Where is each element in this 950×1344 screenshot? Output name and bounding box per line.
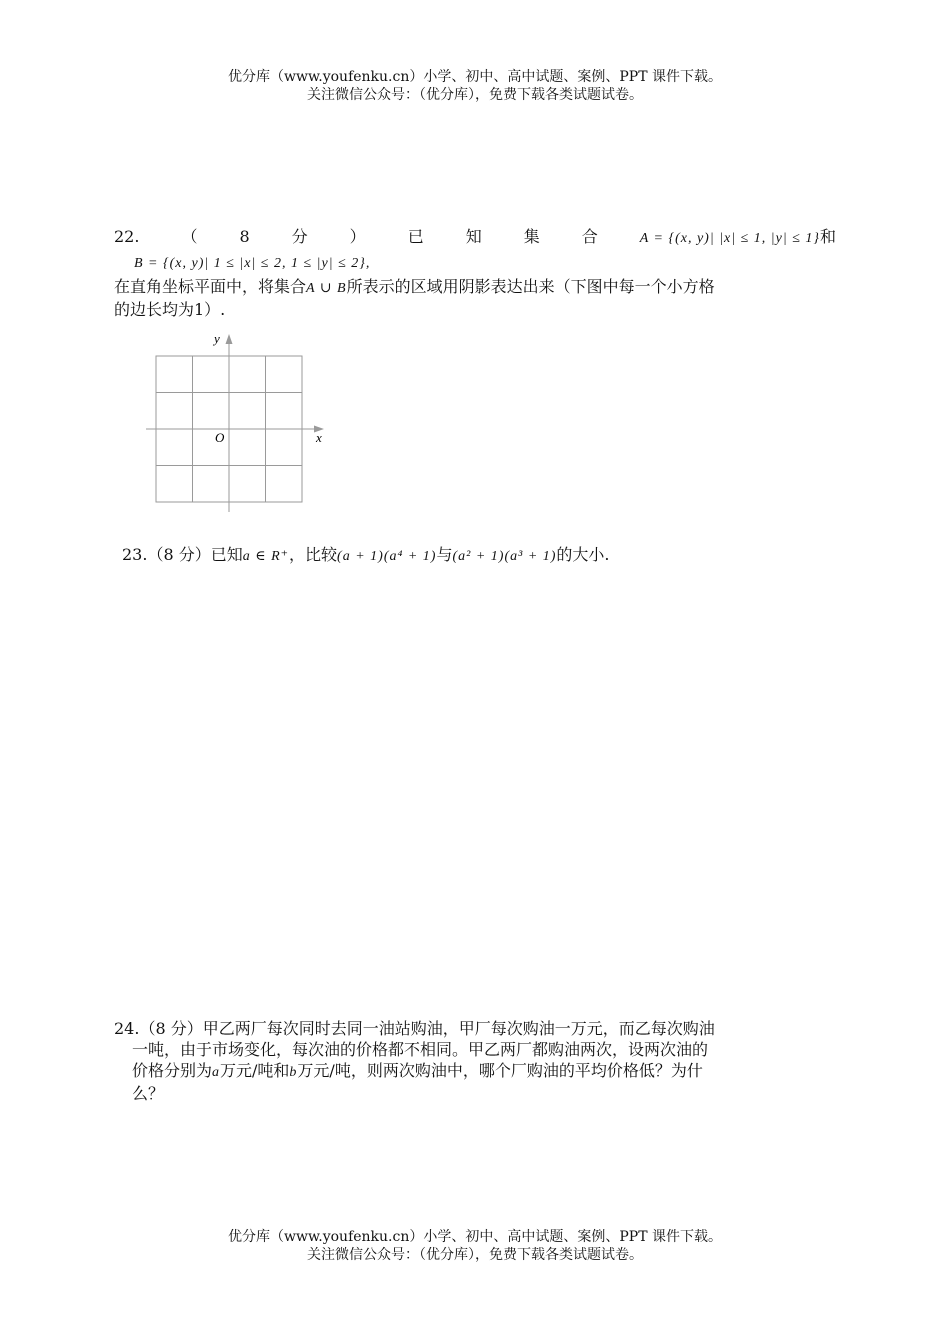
footer-line-2: 关注微信公众号：（优分库），免费下载各类试题试卷。 bbox=[307, 1247, 643, 1263]
q22-score: 8 bbox=[239, 227, 250, 246]
q24-line-2: 一吨，由于市场变化，每次油的价格都不相同。甲乙两厂都购油两次，设两次油的 bbox=[132, 1040, 709, 1059]
q22-line-1 bbox=[114, 226, 836, 249]
q23-prefix: 23.（8 分）已知 bbox=[122, 545, 243, 564]
q24-line-4: 么？ bbox=[132, 1084, 165, 1103]
q22-char-3: 集 bbox=[523, 227, 540, 246]
q22-number: 22. bbox=[114, 227, 140, 246]
q23-condition: a ∈ R⁺ bbox=[242, 549, 290, 564]
q22-union: A ∪ B bbox=[306, 281, 347, 296]
q24-line-3 bbox=[114, 1060, 839, 1083]
q22-char-2: 知 bbox=[465, 227, 482, 246]
q23-suffix: 的大小. bbox=[556, 545, 610, 564]
q23-expr-2: (a² + 1)(a³ + 1) bbox=[452, 549, 557, 564]
q23-mid-1: ，比较 bbox=[289, 545, 338, 564]
q22-char-4: 合 bbox=[581, 227, 598, 246]
q22-set-a: A = {(x, y)| |x| ≤ 1, |y| ≤ 1} bbox=[639, 231, 820, 246]
question-23 bbox=[122, 544, 822, 567]
q22-line-3 bbox=[114, 276, 836, 299]
y-axis-arrow bbox=[226, 334, 233, 344]
x-axis-label: x bbox=[316, 430, 322, 445]
q24-line-1: 24.（8 分）甲乙两厂每次同时去同一油站购油，甲厂每次购油一万元，而乙每次购油 bbox=[114, 1019, 715, 1038]
q22-line-4: 的边长均为1）. bbox=[114, 300, 226, 319]
y-axis-label: y bbox=[214, 331, 220, 346]
question-24 bbox=[114, 1018, 839, 1104]
page-footer bbox=[0, 1228, 950, 1264]
header-line-2: 关注微信公众号：（优分库），免费下载各类试题试卷。 bbox=[307, 87, 643, 103]
q22-paren-close: ） bbox=[349, 227, 366, 246]
q22-score-unit: 分 bbox=[291, 227, 308, 246]
q22-line-3-post: 所表示的区域用阴影表达出来（下图中每一个小方格 bbox=[346, 277, 715, 296]
q22-line-2 bbox=[114, 251, 836, 274]
q22-set-a-wrap bbox=[640, 226, 836, 249]
q24-var-b: b bbox=[289, 1065, 298, 1080]
page-header bbox=[0, 68, 950, 104]
q24-line-3-b: 万元/吨和 bbox=[220, 1061, 290, 1080]
header-line-1: 优分库（www.youfenku.cn）小学、初中、高中试题、案例、PPT 课件下载。 bbox=[227, 69, 722, 85]
q22-paren-open: （ bbox=[181, 227, 198, 246]
origin-label: O bbox=[215, 430, 225, 445]
q24-line-3-c: 万元/吨，则两次购油中，哪个厂购油的平均价格低？为什 bbox=[297, 1061, 703, 1080]
coordinate-grid-figure bbox=[140, 326, 340, 516]
q22-char-1: 已 bbox=[407, 227, 424, 246]
q22-and: 和 bbox=[819, 227, 836, 246]
footer-line-1: 优分库（www.youfenku.cn）小学、初中、高中试题、案例、PPT 课件下载。 bbox=[227, 1229, 722, 1245]
q24-var-a: a bbox=[212, 1065, 221, 1080]
q23-mid-2: 与 bbox=[436, 545, 453, 564]
q22-set-b: B = {(x, y)| 1 ≤ |x| ≤ 2, 1 ≤ |y| ≤ 2}, bbox=[134, 256, 371, 271]
question-22 bbox=[114, 226, 836, 320]
q23-expr-1: (a + 1)(a⁴ + 1) bbox=[337, 549, 437, 564]
q22-line-3-pre: 在直角坐标平面中，将集合 bbox=[114, 277, 307, 296]
q24-line-3-a: 价格分别为 bbox=[132, 1061, 213, 1080]
